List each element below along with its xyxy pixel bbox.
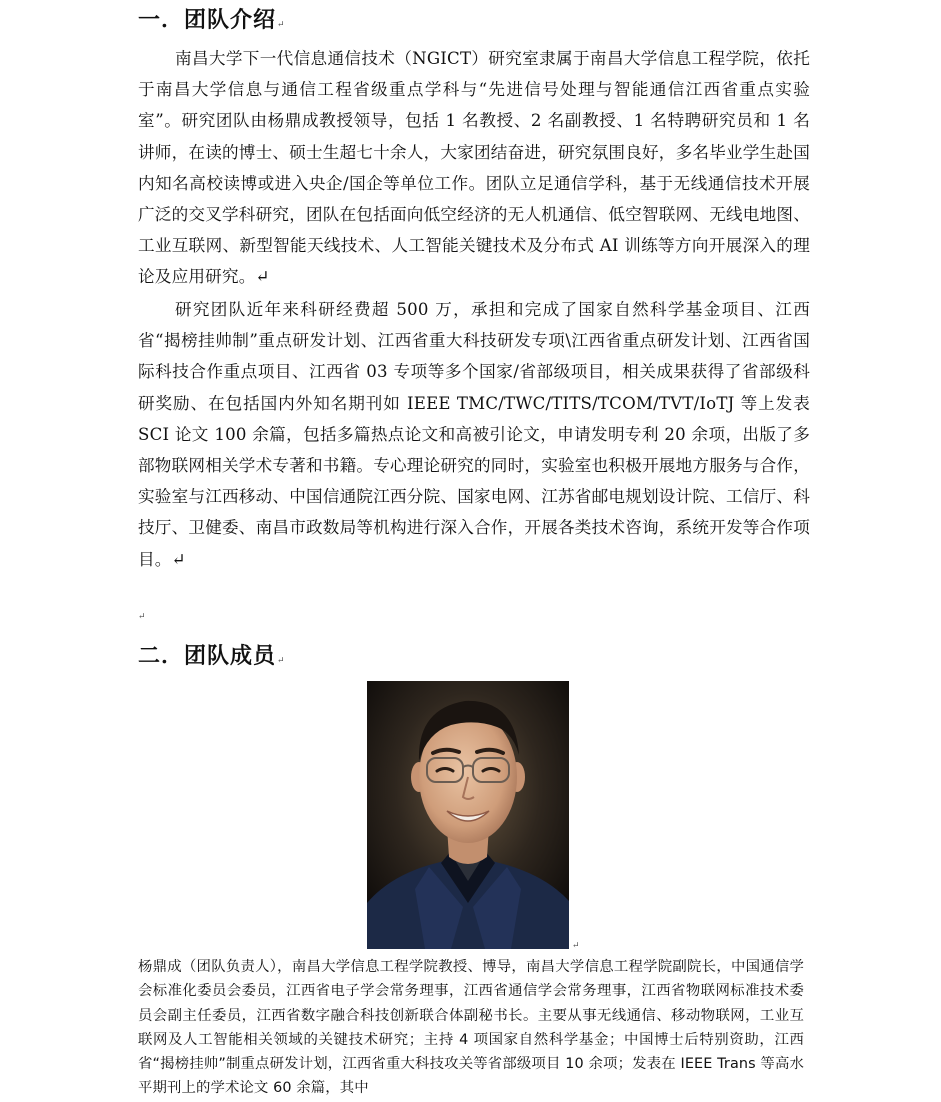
team-leader-photo	[367, 681, 569, 949]
intro-paragraph-1: 南昌大学下一代信息通信技术（NGICT）研究室隶属于南昌大学信息工程学院，依托于南昌大学信息与通信工程省级重点学科与“先进信号处理与智能通信江西省重点实验室”。研究团队由杨鼎成教授领导，包括 1 名教授、2 名副教授、1 名特聘研究员和 1 名讲师，在读的博士、硕士生超七十余人，大家团结奋进，研究氛围良好，多名毕业学生赴国内知名高校读博或进入央企/国企等单位工作。团队立足通信学科，基于无线通信技术开展广泛的交叉学科研究，团队在包括面向低空经济的无人机通信、低空智联网、无线电地图、工业互联网、新型智能天线技术、人工智能关键技术及分布式 AI 训练等方向开展深入的理论及应用研究。↵	[138, 49, 810, 287]
team-leader-bio: 杨鼎成（团队负责人），南昌大学信息工程学院教授、博导，南昌大学信息工程学院副院长，中国通信学会标准化委员会委员，江西省电子学会常务理事，江西省通信学会常务理事，江西省物联网标准技术委员会副主任委员，江西省数字融合科技创新联合体副秘书长。主要从事无线通信、移动物联网，工业互联网及人工智能相关领域的关键技术研究；主持 4 项国家自然科学基金；中国博士后特别资助，江西省“揭榜挂帅”制重点研发计划，江西省重大科技攻关等省部级项目 10 余项；发表在 IEEE Trans 等高水平期刊上的学术论文 60 余篇，其中	[138, 959, 804, 1097]
section-heading-text: 二．团队成员	[138, 643, 277, 669]
section-heading-team-members	[138, 641, 286, 676]
paragraph-mark-icon: ↵	[277, 20, 286, 30]
paragraph-mark-icon: ↵	[138, 612, 146, 622]
portrait-illustration	[367, 681, 569, 949]
section-heading-text: 一．团队介绍	[138, 7, 277, 33]
paragraph-mark-icon: ↵	[572, 941, 580, 951]
intro-paragraph-2: 研究团队近年来科研经费超 500 万，承担和完成了国家自然科学基金项目、江西省“揭榜挂帅制”重点研发计划、江西省重大科技研发专项\江西省重点研发计划、江西省国际科技合作重点项目、江西省 03 专项等多个国家/省部级项目，相关成果获得了省部级科研奖励、在包括国内外知名期刊如 IEEE TMC/TWC/TITS/TCOM/TVT/IoTJ 等上发表 SCI 论文 100 余篇，包括多篇热点论文和高被引论文，申请发明专利 20 余项，出版了多部物联网相关学术专著和书籍。专心理论研究的同时，实验室也积极开展地方服务与合作，实验室与江西移动、中国信通院江西分院、国家电网、江苏省邮电规划设计院、工信厅、科技厅、卫健委、南昌市政数局等机构进行深入合作，开展各类技术咨询，系统开发等合作项目。↵	[138, 300, 810, 569]
paragraph-mark-icon: ↵	[277, 656, 286, 666]
section-heading-team-intro	[138, 5, 286, 40]
